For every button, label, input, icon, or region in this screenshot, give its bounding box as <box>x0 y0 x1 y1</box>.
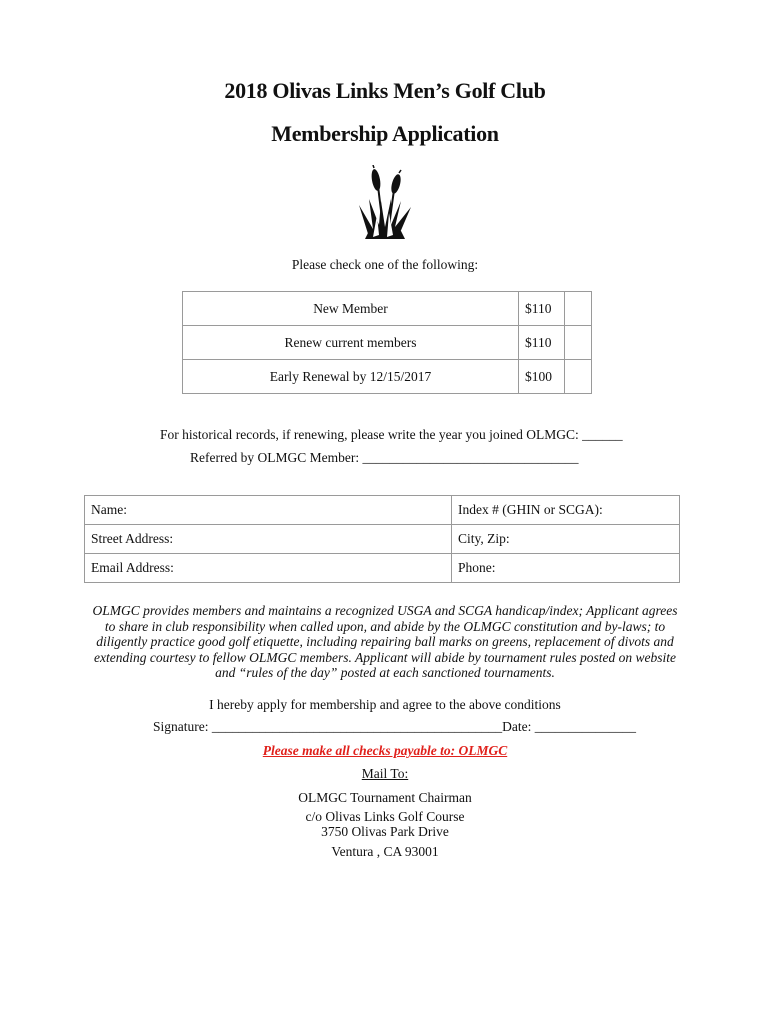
mail-to-label: Mail To: <box>361 766 409 781</box>
option-label: New Member <box>183 292 519 326</box>
signature-date-line[interactable]: Signature: ___________________________________________Date: _______________ <box>153 719 636 734</box>
referred-by-field[interactable]: Referred by OLMGC Member: ________________________________ <box>190 450 579 465</box>
option-checkbox[interactable] <box>565 360 592 394</box>
info-row <box>85 496 680 525</box>
option-label: Renew current members <box>183 326 519 360</box>
mail-address-line: OLMGC Tournament Chairman <box>298 790 472 805</box>
email-field[interactable]: Email Address: <box>85 554 452 583</box>
checks-payable-note: Please make all checks payable to: OLMGC <box>262 743 508 758</box>
option-row <box>183 292 592 326</box>
page-title: 2018 Olivas Links Men’s Golf Club <box>224 78 546 103</box>
historical-year-field[interactable]: For historical records, if renewing, please write the year you joined OLMGC: ______ <box>160 427 623 442</box>
city-zip-field[interactable]: City, Zip: <box>452 525 680 554</box>
info-row <box>85 554 680 583</box>
mail-address-line: 3750 Olivas Park Drive <box>321 824 449 839</box>
info-row <box>85 525 680 554</box>
index-field[interactable]: Index # (GHIN or SCGA): <box>452 496 680 525</box>
name-field[interactable]: Name: <box>85 496 452 525</box>
membership-options-table <box>182 291 592 394</box>
applicant-info-table <box>84 495 680 583</box>
mail-address-line: Ventura , CA 93001 <box>331 844 439 859</box>
option-price: $110 <box>519 326 565 360</box>
phone-field[interactable]: Phone: <box>452 554 680 583</box>
option-row <box>183 360 592 394</box>
option-label: Early Renewal by 12/15/2017 <box>183 360 519 394</box>
instruction-text: Please check one of the following: <box>291 257 479 272</box>
street-address-field[interactable]: Street Address: <box>85 525 452 554</box>
mail-address-line: c/o Olivas Links Golf Course <box>305 809 465 824</box>
option-checkbox[interactable] <box>565 326 592 360</box>
option-checkbox[interactable] <box>565 292 592 326</box>
apply-statement: I hereby apply for membership and agree to the above conditions <box>209 697 561 712</box>
cattail-grass-icon <box>355 165 415 241</box>
policy-text: OLMGC provides members and maintains a recognized USGA and SCGA handicap/index; Applicant agrees to share in club responsibility when called upon, and abide by the OLMGC constitution and by-laws; to diligently practice good golf etiquette, including repairing ball marks on greens, replacement of divots and extending courtesy to fellow OLMGC members. Applicant will abide by tournament rules posted on website and “rules of the day” posted at each sanctioned tournaments. <box>92 603 678 681</box>
page-subtitle: Membership Application <box>271 121 499 146</box>
option-row <box>183 326 592 360</box>
option-price: $110 <box>519 292 565 326</box>
option-price: $100 <box>519 360 565 394</box>
